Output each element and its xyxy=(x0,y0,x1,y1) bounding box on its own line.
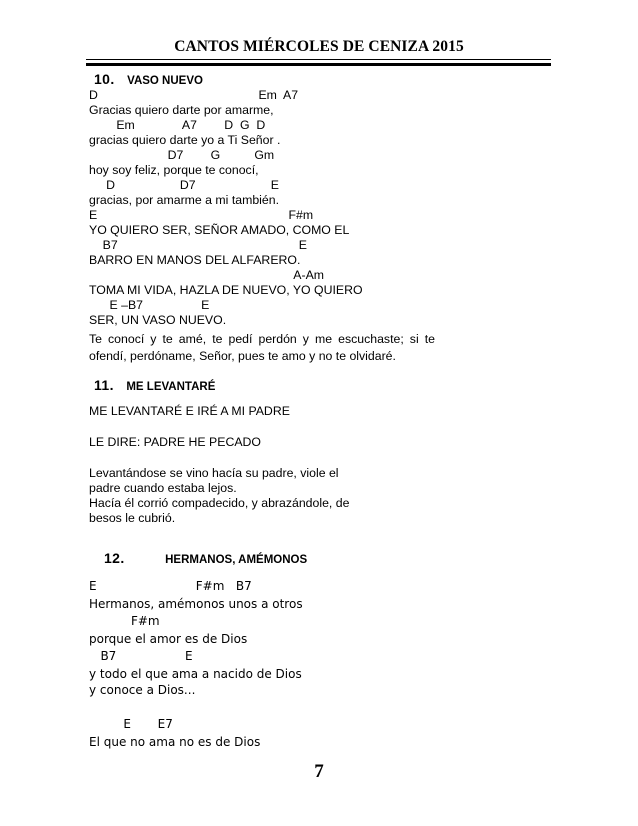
lyric-line: B7 E xyxy=(89,238,307,252)
song-12-lyrics-end xyxy=(89,716,260,751)
lyric-line: El que no ama no es de Dios xyxy=(89,734,261,749)
song-11-line-1: ME LEVANTARÉ E IRÉ A MI PADRE xyxy=(89,404,290,418)
song-number: 12. xyxy=(104,550,125,566)
lyric-line: E F#m B7 xyxy=(89,579,252,593)
lyric-line: SER, UN VASO NUEVO. xyxy=(89,313,227,327)
lyric-line: gracias quiero darte yo a Ti Señor . xyxy=(89,133,281,147)
lyric-line: Em A7 D G D xyxy=(89,118,266,132)
song-title: ME LEVANTARÉ xyxy=(126,381,216,393)
lyric-line: YO QUIERO SER, SEÑOR AMADO, COMO EL xyxy=(89,223,350,237)
lyric-line: D7 G Gm xyxy=(89,148,275,162)
lyric-line: B7 E xyxy=(89,649,193,663)
lyric-line: y todo el que ama a nacido de Dios xyxy=(89,666,302,681)
lyric-line: E –B7 E xyxy=(89,298,210,312)
lyric-line: TOMA MI VIDA, HAZLA DE NUEVO, YO QUIERO xyxy=(89,283,363,297)
lyric-line: F#m xyxy=(89,614,160,628)
song-11-line-2: LE DIRE: PADRE HE PECADO xyxy=(89,435,261,449)
paragraph-line: besos le cubrió. xyxy=(89,511,176,525)
song-11-heading xyxy=(94,377,215,395)
lyric-line: Hermanos, amémonos unos a otros xyxy=(89,596,303,611)
song-11-paragraph xyxy=(89,466,349,526)
lyric-line: gracias, por amarme a mi también. xyxy=(89,193,279,207)
paragraph-line: padre cuando estaba lejos. xyxy=(89,481,237,495)
song-title: VASO NUEVO xyxy=(127,75,203,87)
lyric-line: BARRO EN MANOS DEL ALFARERO. xyxy=(89,253,301,267)
header-rule-thick xyxy=(86,63,551,66)
song-title: HERMANOS, AMÉMONOS xyxy=(165,554,308,566)
lyric-line: porque el amor es de Dios xyxy=(89,631,248,646)
song-number: 11. xyxy=(94,377,114,393)
lyric-line: D Em A7 xyxy=(89,88,299,102)
song-12-heading xyxy=(104,550,307,568)
header-rule-thin xyxy=(86,59,551,60)
song-number: 10. xyxy=(94,71,115,87)
lyric-line: A-Am xyxy=(89,268,325,282)
lyric-line: Gracias quiero darte por amarme, xyxy=(89,103,274,117)
song-10-heading xyxy=(94,71,203,89)
lyric-line: E E7 xyxy=(89,717,173,731)
song-10-lyrics xyxy=(89,88,363,328)
song-12-lyrics xyxy=(89,578,303,683)
paragraph-line: Levantándose se vino hacía su padre, viole el xyxy=(89,466,339,480)
lyric-line: D D7 E xyxy=(89,178,279,192)
lyric-line: hoy soy feliz, porque te conocí, xyxy=(89,163,259,177)
paragraph-line: Hacía él corrió compadecido, y abrazándole, de xyxy=(89,496,350,510)
lyric-line: E F#m xyxy=(89,208,314,222)
page-number: 7 xyxy=(314,761,324,782)
song-12-line-conoce: y conoce a Dios... xyxy=(89,683,196,697)
song-10-paragraph: Te conocí y te amé, te pedí perdón y me escuchaste; si te ofendí, perdóname, Señor, pues te amo y no te olvidaré. xyxy=(89,332,435,363)
page-header-title: CANTOS MIÉRCOLES DE CENIZA 2015 xyxy=(174,38,464,55)
